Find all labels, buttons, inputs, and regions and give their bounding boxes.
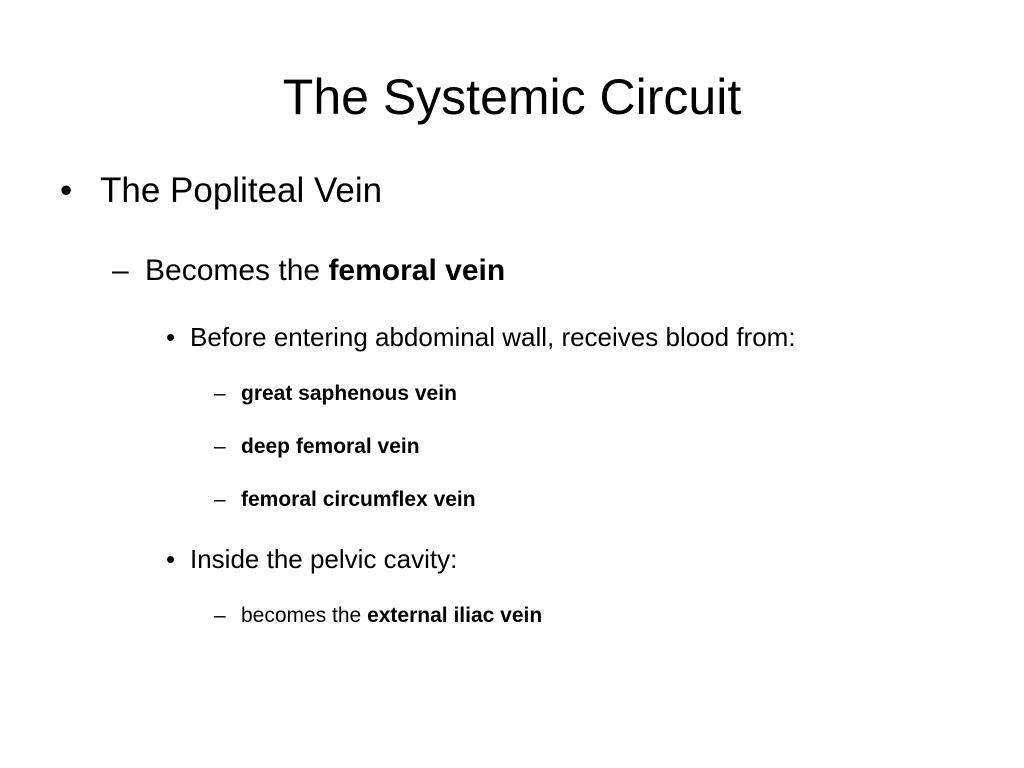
bullet-text: Inside the pelvic cavity:: [190, 544, 458, 574]
dash-marker: –: [214, 604, 226, 627]
bullet-level3-b: [166, 542, 457, 576]
bullet-text-prefix: Becomes the: [145, 254, 329, 287]
bullet-level4-item: [214, 433, 420, 461]
bullet-text-bold: external iliac vein: [367, 604, 543, 627]
bullet-level2: [112, 251, 505, 291]
bullet-text-bold: great saphenous vein: [241, 382, 457, 405]
bullet-text-prefix: becomes the: [241, 604, 368, 627]
bullet-level4-item: [214, 602, 542, 630]
bullet-level4-item: [214, 380, 457, 408]
bullet-level3-a: [166, 320, 796, 354]
bullet-level1: [60, 168, 382, 214]
dash-marker: –: [112, 254, 129, 287]
bullet-marker: •: [60, 171, 73, 210]
bullet-text: Before entering abdominal wall, receives blood from:: [190, 322, 796, 352]
bullet-text-bold: femoral vein: [328, 254, 506, 287]
dash-marker: –: [214, 382, 226, 405]
bullet-marker: •: [166, 544, 176, 574]
dash-marker: –: [214, 435, 226, 458]
slide-title: The Systemic Circuit: [282, 69, 742, 125]
bullet-text-bold: femoral circumflex vein: [241, 488, 476, 511]
dash-marker: –: [214, 488, 226, 511]
bullet-level4-item: [214, 486, 476, 514]
bullet-text: The Popliteal Vein: [100, 171, 383, 210]
bullet-text-bold: deep femoral vein: [241, 435, 420, 458]
bullet-marker: •: [166, 322, 176, 352]
